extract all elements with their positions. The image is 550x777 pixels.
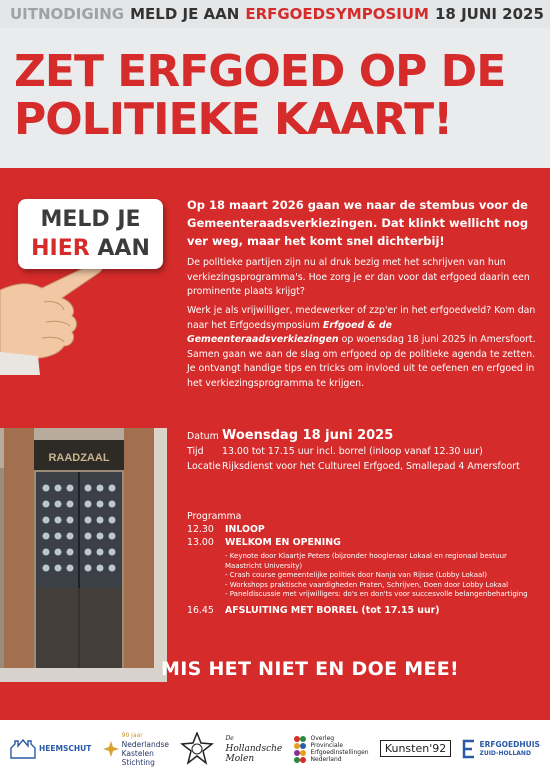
paragraph-1: De politieke partijen zijn nu al druk bezig met het schrijven van hun verkiezingsprogramma's. Hoe zorg je er dan voor dat erfgoed daarin een prominente plaats krijgt? — [187, 257, 530, 297]
event-details — [187, 428, 537, 476]
program-time: 13.00 — [187, 537, 214, 548]
signup-bubble[interactable] — [18, 199, 163, 269]
erfgoedhuis-line-2: ZUID-HOLLAND — [479, 749, 531, 757]
paragraph-2-part-1: Werk je als vrijwilliger, medewerker of zzp'er in het erfgoedveld? Kom dan naar het Erfgoedsymposium — [187, 305, 536, 331]
date-value: Woensdag 18 juni 2025 — [222, 428, 394, 443]
heemschut-logo[interactable] — [10, 738, 91, 760]
council-hall-photo — [0, 428, 167, 682]
molen-line-3: Molen — [225, 753, 255, 764]
star-seal-icon — [180, 732, 214, 766]
kunsten-text: Kunsten'92 — [380, 740, 451, 757]
overleg-line-3: Erfgoedinstellingen — [310, 748, 369, 756]
overleg-dots-icon — [293, 735, 307, 763]
detail-location — [187, 461, 537, 476]
paragraph-2-part-2: op woensdag 18 juni 2025 in Amersfoort. Samen gaan we aan de slag om erfgoed op de politieke agenda te zetten. Je ontvangt handige tips en tricks om invloed uit te oefenen en erfgoed in het verkiezingsprogramma te krijgen. — [187, 334, 536, 389]
event-label: ERFGOEDSYMPOSIUM — [245, 5, 429, 23]
title-line-2: POLITIEKE KAART! — [14, 94, 453, 145]
program-label: INLOOP — [225, 524, 265, 535]
signup-label: MELD JE AAN — [130, 5, 240, 23]
erfgoedhuis-logo[interactable] — [462, 739, 539, 759]
heemschut-text: HEEMSCHUT — [39, 744, 92, 753]
bubble-aan: AAN — [97, 236, 150, 261]
bubble-line-1: MELD JE — [40, 207, 141, 232]
program — [187, 510, 537, 617]
program-subitem: - Workshops praktische vaardigheden Praten, Schrijven, Doen door Lobby Lokaal — [225, 581, 537, 591]
title-line-1: ZET ERFGOED OP DE — [14, 46, 506, 97]
program-subitem: - Crash course gemeentelijke politiek door Nanja van Rijsse (Lobby Lokaal) — [225, 571, 537, 581]
program-heading: Programma — [187, 511, 242, 522]
time-label: Tijd — [187, 446, 204, 457]
detail-time — [187, 446, 537, 461]
hollandsche-molen-logo[interactable] — [226, 734, 283, 764]
program-item — [187, 536, 537, 549]
star-seal-logo[interactable] — [180, 732, 214, 766]
erfgoedhuis-line-1: ERFGOEDHUIS — [479, 739, 540, 749]
invite-label: UITNODIGING — [10, 5, 125, 23]
paragraph-2 — [187, 304, 537, 391]
intro-text: Op 18 maart 2026 gaan we naar de stembus voor de Gemeenteraadsverkiezingen. Dat klinkt wellicht nog ver weg, maar het komt snel dichterbij! — [187, 198, 529, 248]
program-label: AFSLUITING MET BORREL (tot 17.15 uur) — [225, 604, 440, 616]
page-title — [14, 48, 544, 144]
molen-line-2: Hollandsche — [225, 743, 283, 754]
overleg-line-2: Provinciale — [310, 741, 344, 749]
location-value: Rijksdienst voor het Cultureel Erfgoed, Smallepad 4 Amersfoort — [222, 461, 520, 472]
detail-date — [187, 428, 537, 446]
event-date: 18 JUNI 2025 — [434, 5, 544, 23]
program-subitems — [225, 552, 537, 600]
partner-logos — [0, 720, 550, 777]
bubble-hier: HIER — [31, 236, 90, 261]
kastelen-star-icon — [103, 741, 119, 757]
top-bar — [0, 0, 550, 28]
molen-line-1: De — [225, 734, 234, 742]
time-value: 13.00 tot 17.15 uur incl. borrel (inloop vanaf 12.30 uur) — [222, 446, 483, 457]
symposium-title: Erfgoed & de Gemeenteraadsverkiezingen — [187, 319, 393, 345]
overleg-logo[interactable] — [293, 735, 368, 763]
program-time: 16.45 — [187, 604, 214, 616]
kastelen-line-2: Kastelen — [121, 748, 154, 758]
hero — [0, 28, 550, 168]
kastelen-years: 90 jaar — [121, 731, 143, 739]
date-label: Datum — [187, 431, 219, 442]
kastelen-line-1: Nederlandse — [121, 739, 170, 749]
overleg-line-1: Overleg — [310, 734, 335, 742]
program-label: WELKOM EN OPENING — [225, 537, 341, 548]
heemschut-building-icon — [10, 738, 36, 760]
program-item — [187, 604, 537, 617]
erfgoedhuis-e-icon — [462, 739, 476, 759]
overleg-line-4: Nederland — [310, 755, 342, 763]
location-label: Locatie — [187, 461, 221, 472]
program-subitem: - Keynote door Klaartje Peters (bijzonder hoogleraar Lokaal en regionaal bestuur Maastricht University) — [225, 552, 537, 571]
program-time: 12.30 — [187, 524, 214, 535]
closing-call-to-action: MIS HET NIET EN DOE MEE! — [161, 658, 459, 680]
raadzaal-sign: RAADZAAL — [48, 452, 110, 464]
program-subitem: - Paneldiscussie met vrijwilligers: do's en don'ts voor succesvolle belangenbehartiging — [225, 590, 537, 600]
kastelen-logo[interactable] — [103, 731, 169, 767]
bubble-line-2 — [18, 234, 163, 263]
program-item — [187, 523, 537, 536]
kastelen-line-3: Stichting — [121, 757, 155, 767]
kunsten-logo[interactable] — [380, 740, 451, 757]
